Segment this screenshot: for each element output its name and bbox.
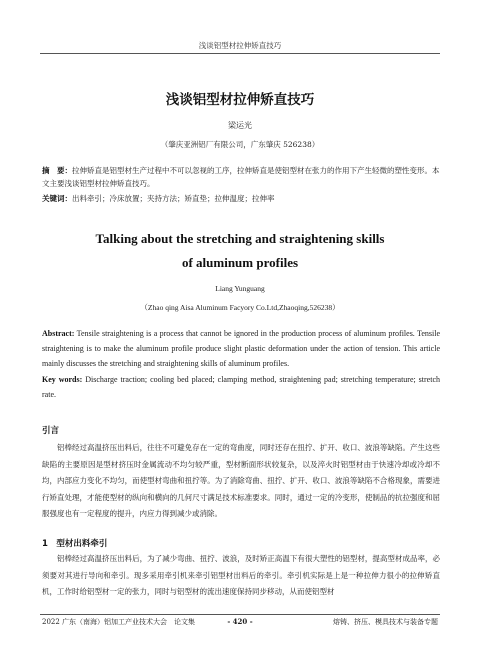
abstract-cn-label: 摘 要： — [42, 166, 72, 175]
section1-heading: 1 型材出料牵引 — [42, 539, 108, 549]
affiliation-cn: （肇庆亚洲铝厂有限公司，广东肇庆 526238） — [160, 140, 320, 149]
footer-topic: 熔铸、挤压、模具技术与装备专题 — [333, 618, 438, 626]
section1-body: 铝棒经过高温挤压出料后，为了减少弯曲、扭拧、波浪，及时矫正高温下有很大塑性的铝型材，提高型材成品率，必须要对其进行导向和牵引。现多采用牵引机来牵引铝型材出料后的牵引。牵引机实际是上是一种拉伸力很小的拉伸矫直机，工作时给铝型材一定的张力，同时与铝型材的流出速度保持同步移动，从而使铝型材 — [42, 554, 440, 596]
affiliation-en: （Zhao qing Aisa Aluminum Facyory Co.Ltd,Zhaoqing,526238） — [140, 303, 340, 312]
abstract-en-label: Abstract: — [42, 329, 75, 338]
abstract-cn — [42, 164, 440, 190]
abstract-en — [42, 326, 440, 371]
keywords-en-text: Discharge traction; cooling bed placed; clamping method, straightening pad; stretching temperature; stretch rate. — [42, 375, 441, 399]
footer-proceedings: 2022 广东（南海）铝加工产业技术大会 论文集 — [42, 618, 196, 626]
keywords-en-label: Key words: — [42, 375, 83, 384]
keywords-cn-text: 出料牵引；冷床放置；夹持方法；矫直垫；拉伸温度；拉伸率 — [72, 194, 275, 203]
paper-title-en — [0, 227, 480, 275]
paper-title-en-line2: of aluminum profiles — [181, 255, 299, 270]
author-en: Liang Yunguang — [215, 284, 265, 293]
intro-body: 铝棒经过高温挤压出料后，往往不可避免存在一定的弯曲度，同时还存在扭拧、扩开、收口、波浪等缺陷。产生这些缺陷的主要原因是型材挤压时金属流动不均匀较严重，型材断面形状较复杂，以及淬火时铝型材由于快速冷却或冷却不均，内部应力变化不均匀，而使型材弯曲和扭拧等。为了消除弯曲、扭拧、扩开、收口、波浪等缺陷不合格现象，需要进行矫直处理，才能使型材的纵向和横向的几何尺寸满足技术标准要求。同时，通过一定的冷变形，使制品的抗拉强度和屈服强度也有一定程度的提升，内应力得到减少或消除。 — [42, 443, 440, 518]
keywords-cn — [42, 192, 440, 205]
footer-rule — [40, 614, 440, 615]
page-number: - 420 - — [227, 617, 253, 626]
running-header: 浅谈铝型材拉伸矫直技巧 — [198, 41, 282, 50]
intro-heading: 引言 — [42, 426, 60, 436]
keywords-cn-label: 关键词： — [42, 194, 72, 203]
author-cn: 梁运光 — [228, 121, 252, 130]
header-rule — [40, 53, 440, 54]
paper-title-en-line1: Talking about the stretching and straightening skills — [95, 231, 385, 246]
paper-title-cn: 浅谈铝型材拉伸矫直技巧 — [165, 92, 315, 108]
keywords-en — [42, 372, 440, 402]
abstract-cn-text: 拉伸矫直是铝型材生产过程中不可以忽视的工序，拉伸矫直是使铝型材在张力的作用下产生轻微的塑性变形。本文主要浅谈铝型材拉伸矫直技巧。 — [42, 166, 440, 188]
abstract-en-text: Tensile straightening is a process that cannot be ignored in the production process of aluminum profiles. Tensile straightening is to make the aluminum profile produce slight plastic deformation under the action of tension. This article mainly discusses the stretching and straightening skills of aluminum profiles. — [42, 329, 440, 368]
